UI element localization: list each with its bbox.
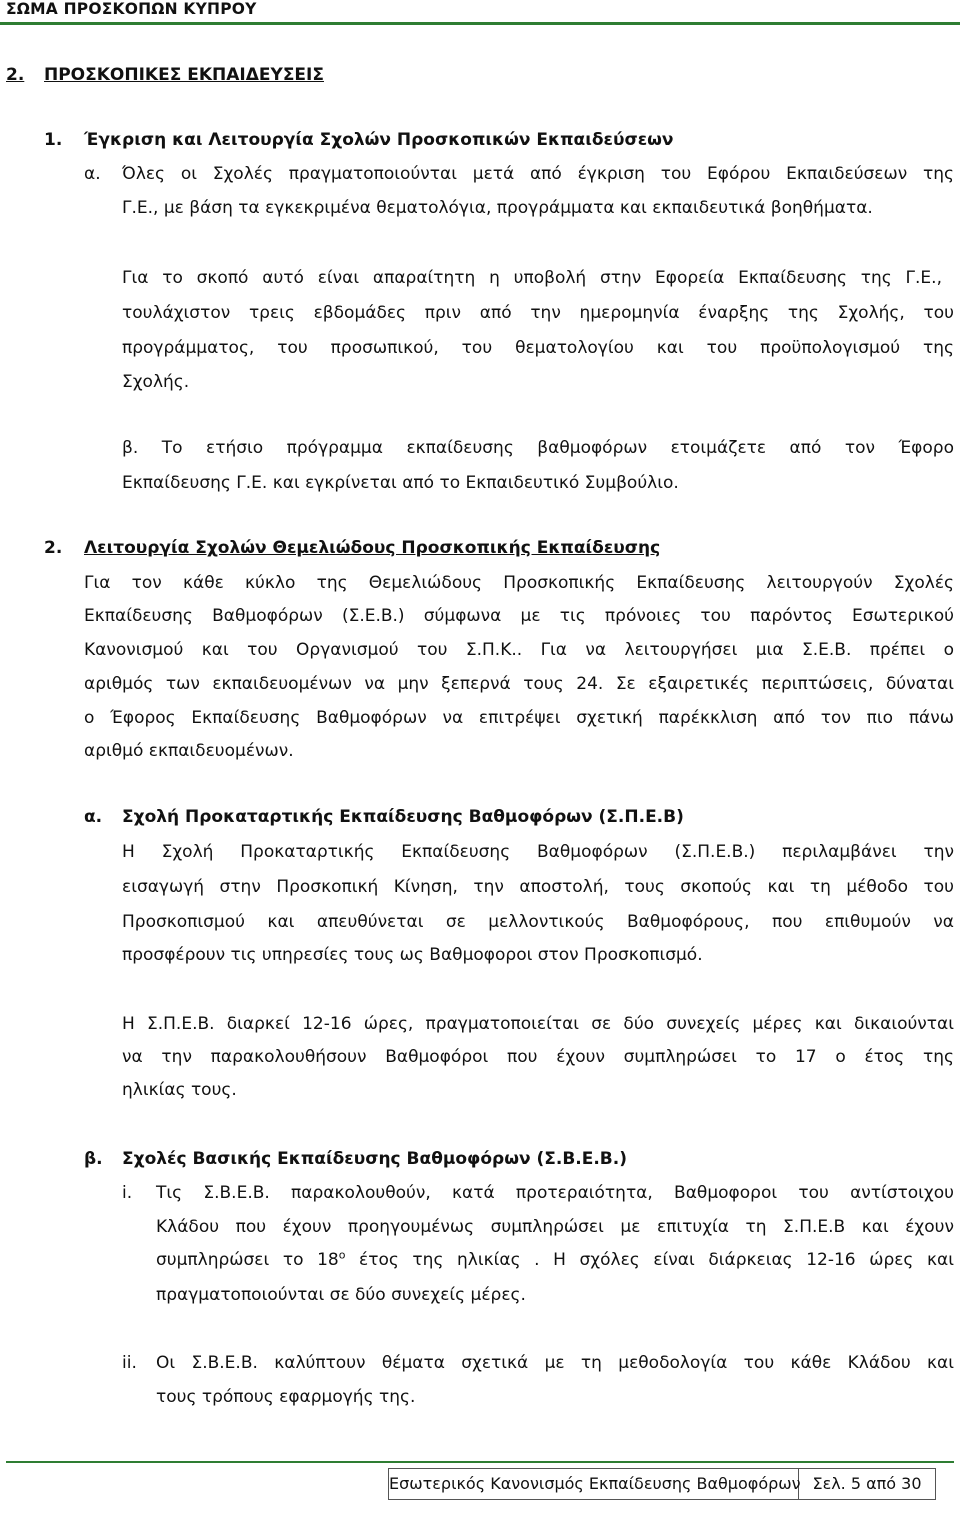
paragraph-line: Κλάδου που έχουν προηγουμένως συμπληρώσει με επιτυχία τη Σ.Π.Ε.Β και έχουν	[156, 1217, 954, 1237]
paragraph-line: Η Σχολή Προκαταρτικής Εκπαίδευσης Βαθμοφόρων (Σ.Π.Ε.Β.) περιλαμβάνει την	[122, 842, 954, 862]
paragraph-line: συμπληρώσει το $18^o$ έτος της ηλικίας . Η σχόλες είναι διάρκειας 12-16 ώρες και	[156, 1248, 954, 1270]
paragraph-line: αριθμό εκπαιδευομένων.	[84, 741, 294, 761]
subitem-a-title: Σχολή Προκαταρτικής Εκπαίδευσης Βαθμοφόρων (Σ.Π.Ε.Β)	[122, 807, 684, 827]
paragraph-line: προσφέρουν τις υπηρεσίες τους ως Βαθμοφοροι στον Προσκοπισμό.	[122, 945, 703, 965]
paragraph-line: Προσκοπισμού και απευθύνεται σε μελλοντικούς Βαθμοφόρους, που επιθυμούν να	[122, 912, 954, 932]
paragraph-line: αριθμός των εκπαιδευομένων να μην ξεπερνά τους 24. Σε εξαιρετικές περιπτώσεις, δύναται	[84, 674, 954, 694]
item-b-line: β. Το ετήσιο πρόγραμμα εκπαίδευσης βαθμοφόρων ετοιμάζετε από τον Έφορο	[122, 438, 954, 458]
subsection-2-number: 2.	[44, 538, 63, 558]
item-b-line: Εκπαίδευσης Γ.Ε. και εγκρίνεται από το Εκπαιδευτικό Συμβούλιο.	[122, 473, 679, 493]
paragraph-line: εισαγωγή στην Προσκοπική Κίνηση, την αποστολή, τους σκοπούς και τη μέθοδο του	[122, 877, 954, 897]
paragraph-line: τουλάχιστον τρεις εβδομάδες πριν από την ημερομηνία έναρξης της Σχολής, του	[122, 303, 954, 323]
paragraph-line: Για το σκοπό αυτό είναι απαραίτητη η υποβολή στην Εφορεία Εκπαίδευσης της Γ.Ε.,	[122, 268, 942, 288]
paragraph-line: Κανονισμού και του Οργανισμού του Σ.Π.Κ.. Για να λειτουργήσει μια Σ.Ε.Β. πρέπει ο	[84, 640, 954, 660]
header-rule	[0, 22, 960, 25]
subsection-1-title: Έγκριση και Λειτουργία Σχολών Προσκοπικών Εκπαιδεύσεων	[84, 130, 674, 150]
roman-ii-marker: ii.	[122, 1353, 137, 1373]
paragraph-line: Η Σ.Π.Ε.Β. διαρκεί 12-16 ώρες, πραγματοποιείται σε δύο συνεχείς μέρες και δικαιούνται	[122, 1014, 954, 1034]
paragraph-line: Εκπαίδευσης Βαθμοφόρων (Σ.Ε.Β.) σύμφωνα με τις πρόνοιες του παρόντος Εσωτερικού	[84, 606, 954, 626]
subsection-1-number: 1.	[44, 130, 63, 150]
ordinal-superscript: ο	[338, 1248, 346, 1262]
paragraph-line: ηλικίας τους.	[122, 1080, 237, 1100]
subitem-b-title: Σχολές Βασικής Εκπαίδευσης Βαθμοφόρων (Σ.Β.Ε.Β.)	[122, 1149, 627, 1169]
footer-rule	[6, 1461, 954, 1463]
paragraph-line: ο Έφορος Εκπαίδευσης Βαθμοφόρων να επιτρέψει σχετική παρέκκλιση από τον πιο πάνω	[84, 708, 954, 728]
section-title: ΠΡΟΣΚΟΠΙΚΕΣ ΕΚΠΑΙΔΕΥΣΕΙΣ	[44, 65, 324, 85]
paragraph-line: Οι Σ.Β.Ε.Β. καλύπτουν θέματα σχετικά με τη μεθοδολογία του κάθε Κλάδου και	[156, 1353, 954, 1373]
subitem-b-marker: β.	[84, 1149, 103, 1169]
item-a-line: Όλες οι Σχολές πραγματοποιούνται μετά από έγκριση του Εφόρου Εκπαιδεύσεων της	[122, 164, 954, 184]
paragraph-line: Για τον κάθε κύκλο της Θεμελιώδους Προσκοπικής Εκπαίδευσης λειτουργούν Σχολές	[84, 573, 954, 593]
paragraph-line: πραγματοποιούνται σε δύο συνεχείς μέρες.	[156, 1285, 526, 1305]
paragraph-line: τους τρόπους εφαρμογής της.	[156, 1387, 416, 1407]
item-a-line: Γ.Ε., με βάση τα εγκεκριμένα θεματολόγια, προγράμματα και εκπαιδευτικά βοηθήματα.	[122, 198, 873, 218]
section-number: 2.	[6, 65, 25, 85]
paragraph-line: Σχολής.	[122, 372, 190, 392]
paragraph-line: Τις Σ.Β.Ε.Β. παρακολουθούν, κατά προτεραιότητα, Βαθμοφοροι του αντίστοιχου	[156, 1183, 954, 1203]
organization-title: ΣΩΜΑ ΠΡΟΣΚΟΠΩΝ ΚΥΠΡΟΥ	[6, 0, 257, 18]
page-footer	[388, 1468, 936, 1500]
roman-i-marker: i.	[122, 1183, 133, 1203]
footer-page-number: Σελ. 5 από 30	[812, 1474, 922, 1493]
page-header	[0, 0, 960, 30]
subsection-2-title: Λειτουργία Σχολών Θεμελιώδους Προσκοπικής Εκπαίδευσης	[84, 538, 661, 558]
footer-document-title: Εσωτερικός Κανονισμός Εκπαίδευσης Βαθμοφόρων	[389, 1469, 799, 1499]
subitem-a-marker: α.	[84, 807, 103, 827]
item-a-marker: α.	[84, 164, 101, 184]
paragraph-line: προγράμματος, του προσωπικού, του θεματολογίου και του προϋπολογισμού της	[122, 338, 954, 358]
paragraph-line: να την παρακολουθήσουν Βαθμοφόροι που έχουν συμπληρώσει το 17 ο έτος της	[122, 1047, 954, 1067]
